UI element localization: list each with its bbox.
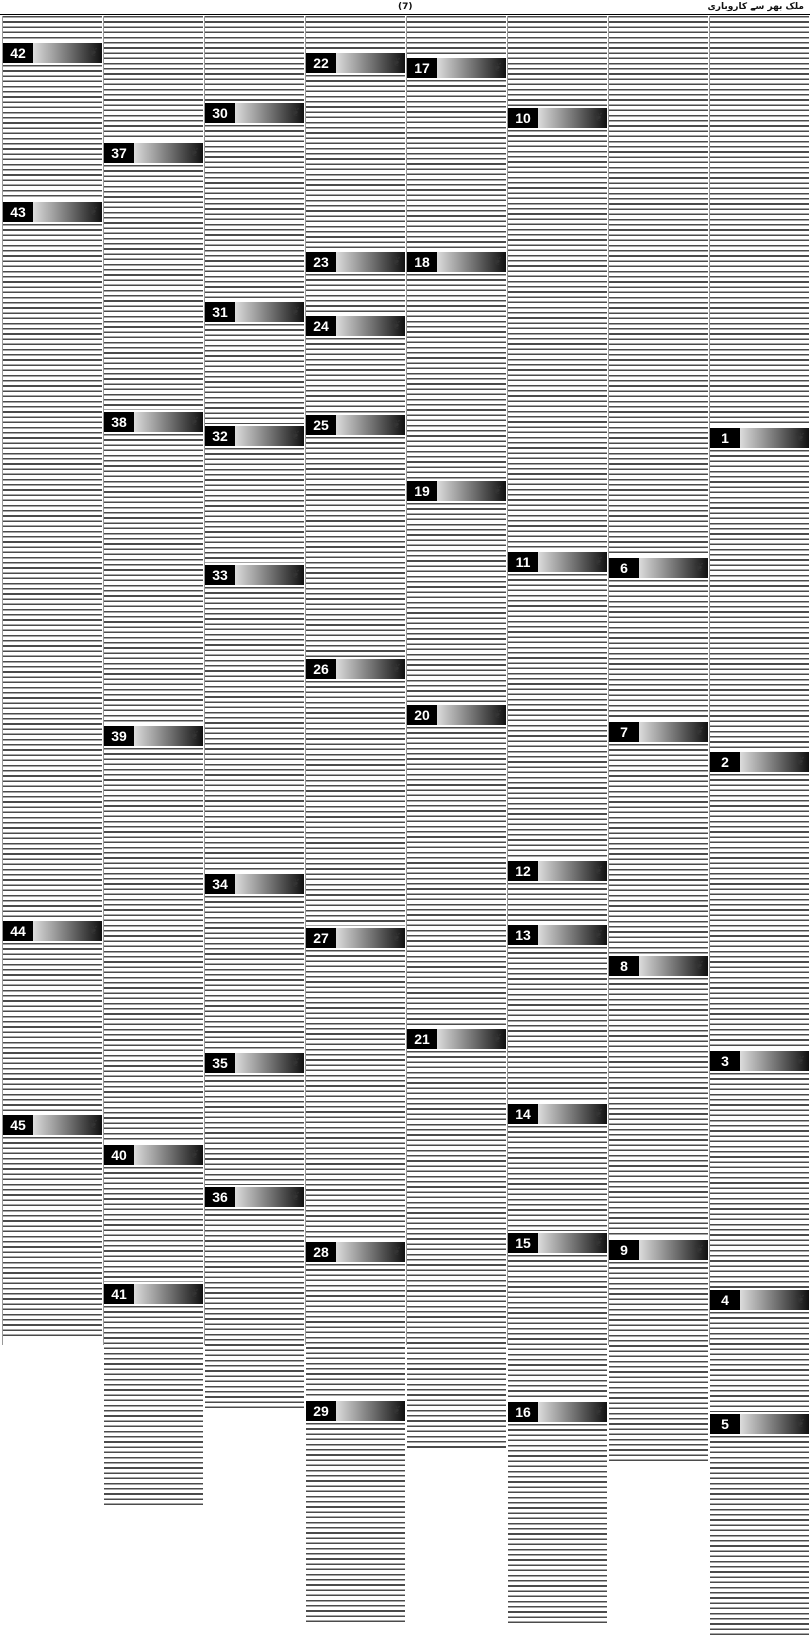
item-number-bar <box>407 481 506 501</box>
news-item <box>306 1242 405 1399</box>
leaf-icon: ❦ <box>87 1117 98 1131</box>
leaf-icon: ❦ <box>491 1031 502 1045</box>
item-number: 4 <box>710 1290 740 1310</box>
leaf-icon: ❦ <box>289 567 300 581</box>
news-item <box>508 925 607 1102</box>
leaf-icon: ❦ <box>390 661 401 675</box>
article-text <box>710 774 809 1049</box>
news-item <box>306 53 405 250</box>
article-text <box>609 580 708 720</box>
item-number-bar <box>407 1029 506 1049</box>
news-item <box>609 722 708 954</box>
leaf-icon: ❦ <box>390 254 401 268</box>
item-number: 25 <box>306 415 336 435</box>
news-item <box>3 1115 102 1337</box>
leaf-icon: ❦ <box>188 145 199 159</box>
item-number: 31 <box>205 302 235 322</box>
item-number-bar <box>205 874 304 894</box>
item-number-bar <box>306 1401 405 1421</box>
leaf-icon: ❦ <box>188 414 199 428</box>
leaf-icon: ❦ <box>289 1055 300 1069</box>
news-item <box>407 1029 506 1451</box>
leaf-icon: ❦ <box>87 45 98 59</box>
news-item <box>306 252 405 314</box>
leaf-icon: ❦ <box>390 417 401 431</box>
leaf-icon: ❦ <box>491 254 502 268</box>
news-item <box>407 58 506 250</box>
article-text <box>710 1312 809 1412</box>
article-text <box>104 434 203 724</box>
article-text <box>205 324 304 424</box>
item-number-bar <box>306 928 405 948</box>
news-item <box>104 726 203 1143</box>
article-text <box>205 587 304 872</box>
item-number-bar <box>710 1414 809 1434</box>
item-number: 43 <box>3 202 33 222</box>
item-number-bar <box>407 252 506 272</box>
article-text <box>306 16 405 51</box>
article-text <box>710 16 809 426</box>
item-number-bar <box>508 1233 607 1253</box>
leaf-icon: ❦ <box>491 707 502 721</box>
leaf-icon: ❦ <box>794 1292 805 1306</box>
item-number-bar <box>508 861 607 881</box>
news-item <box>306 928 405 1240</box>
item-number-bar <box>3 1115 102 1135</box>
leaf-icon: ❦ <box>693 724 704 738</box>
news-item <box>306 1401 405 1623</box>
item-number: 23 <box>306 252 336 272</box>
article-text <box>407 274 506 479</box>
article-text <box>104 16 203 141</box>
item-number: 9 <box>609 1240 639 1260</box>
item-number-bar <box>609 956 708 976</box>
news-item <box>306 659 405 926</box>
item-number: 45 <box>3 1115 33 1135</box>
item-number-bar <box>306 659 405 679</box>
news-item <box>508 1402 607 1624</box>
leaf-icon: ❦ <box>289 428 300 442</box>
article-text <box>104 748 203 1143</box>
leaf-icon: ❦ <box>592 1235 603 1249</box>
item-number: 26 <box>306 659 336 679</box>
page-number: (7) <box>398 2 413 12</box>
article-text <box>508 1126 607 1231</box>
item-number: 17 <box>407 58 437 78</box>
item-number: 18 <box>407 252 437 272</box>
news-item <box>104 143 203 410</box>
article-text <box>710 1073 809 1288</box>
item-number-bar <box>306 316 405 336</box>
item-number-bar <box>306 53 405 73</box>
column-3 <box>507 16 607 1420</box>
item-number-bar <box>508 108 607 128</box>
news-item <box>306 316 405 413</box>
article-text <box>306 75 405 250</box>
news-item <box>104 1284 203 1506</box>
item-number-bar <box>3 43 102 63</box>
item-number: 12 <box>508 861 538 881</box>
leaf-icon: ❦ <box>794 1053 805 1067</box>
article-text <box>205 125 304 300</box>
item-number-bar <box>609 1240 708 1260</box>
leaf-icon: ❦ <box>693 1242 704 1256</box>
news-item <box>3 43 102 200</box>
article-text <box>306 274 405 314</box>
column-1 <box>709 16 809 1432</box>
item-number-bar <box>407 705 506 725</box>
item-number: 15 <box>508 1233 538 1253</box>
article-text <box>3 943 102 1113</box>
article-text <box>407 80 506 250</box>
article-text <box>508 574 607 859</box>
item-number: 14 <box>508 1104 538 1124</box>
news-item <box>710 1414 809 1636</box>
article-text <box>407 727 506 1027</box>
leaf-icon: ❦ <box>491 60 502 74</box>
article-text <box>306 950 405 1240</box>
article-text <box>407 1051 506 1451</box>
item-number: 29 <box>306 1401 336 1421</box>
news-item <box>609 1240 708 1462</box>
item-number-bar <box>508 1402 607 1422</box>
item-number-bar <box>205 565 304 585</box>
item-number: 32 <box>205 426 235 446</box>
article-text <box>508 16 607 106</box>
item-number: 3 <box>710 1051 740 1071</box>
item-number-bar <box>104 412 203 432</box>
item-number-bar <box>710 752 809 772</box>
item-number: 34 <box>205 874 235 894</box>
leaf-icon: ❦ <box>592 927 603 941</box>
leaf-icon: ❦ <box>592 110 603 124</box>
article-text <box>609 16 708 556</box>
leaf-icon: ❦ <box>390 930 401 944</box>
article-text <box>609 1262 708 1462</box>
item-number: 40 <box>104 1145 134 1165</box>
leaf-icon: ❦ <box>592 554 603 568</box>
column-4 <box>406 16 506 1345</box>
news-item <box>710 428 809 750</box>
article-text <box>710 450 809 750</box>
news-item <box>205 302 304 424</box>
item-number: 27 <box>306 928 336 948</box>
item-number: 37 <box>104 143 134 163</box>
item-number-bar <box>104 726 203 746</box>
article-text <box>104 1306 203 1506</box>
leaf-icon: ❦ <box>794 754 805 768</box>
news-item <box>205 1187 304 1409</box>
news-item <box>508 552 607 859</box>
article-text <box>205 896 304 1051</box>
item-number-bar <box>3 921 102 941</box>
item-number-bar <box>104 1145 203 1165</box>
item-number: 7 <box>609 722 639 742</box>
news-item <box>407 705 506 1027</box>
leaf-icon: ❦ <box>491 483 502 497</box>
masthead: ملک بھر سے کاروباری <box>707 2 804 12</box>
item-number-bar <box>104 143 203 163</box>
item-number-bar <box>205 103 304 123</box>
article-text <box>508 883 607 923</box>
item-number: 41 <box>104 1284 134 1304</box>
item-number: 5 <box>710 1414 740 1434</box>
item-number-bar <box>710 1051 809 1071</box>
leaf-icon: ❦ <box>87 204 98 218</box>
article-text <box>205 1075 304 1185</box>
leaf-icon: ❦ <box>289 304 300 318</box>
item-number: 20 <box>407 705 437 725</box>
leaf-icon: ❦ <box>87 923 98 937</box>
article-text <box>104 165 203 410</box>
item-number-bar <box>3 202 102 222</box>
news-item <box>710 1051 809 1288</box>
news-item <box>205 426 304 563</box>
leaf-icon: ❦ <box>390 1403 401 1417</box>
news-item <box>609 956 708 1238</box>
news-item <box>508 108 607 550</box>
article-text <box>407 16 506 56</box>
item-number: 33 <box>205 565 235 585</box>
article-text <box>306 681 405 926</box>
item-number-bar <box>710 428 809 448</box>
item-number-bar <box>205 1053 304 1073</box>
leaf-icon: ❦ <box>188 728 199 742</box>
item-number: 2 <box>710 752 740 772</box>
item-number-bar <box>306 1242 405 1262</box>
news-item <box>306 415 405 657</box>
article-text <box>609 744 708 954</box>
news-item <box>508 1104 607 1231</box>
item-number: 36 <box>205 1187 235 1207</box>
leaf-icon: ❦ <box>592 1106 603 1120</box>
item-number-bar <box>508 552 607 572</box>
item-number-bar <box>609 558 708 578</box>
news-item <box>205 874 304 1051</box>
item-number-bar <box>306 415 405 435</box>
article-text <box>205 16 304 101</box>
item-number: 44 <box>3 921 33 941</box>
item-number: 19 <box>407 481 437 501</box>
article-text <box>3 16 102 41</box>
item-number: 42 <box>3 43 33 63</box>
news-item <box>407 252 506 479</box>
article-text <box>104 1167 203 1282</box>
news-item <box>3 202 102 919</box>
item-number: 35 <box>205 1053 235 1073</box>
news-item <box>407 481 506 703</box>
item-number: 24 <box>306 316 336 336</box>
leaf-icon: ❦ <box>289 1189 300 1203</box>
article-text <box>508 1424 607 1624</box>
item-number: 8 <box>609 956 639 976</box>
item-number: 16 <box>508 1402 538 1422</box>
article-text <box>306 437 405 657</box>
leaf-icon: ❦ <box>188 1286 199 1300</box>
news-item <box>205 1053 304 1185</box>
page-header <box>0 0 810 15</box>
news-item <box>205 565 304 872</box>
news-item <box>609 558 708 720</box>
item-number: 39 <box>104 726 134 746</box>
item-number-bar <box>407 58 506 78</box>
item-number: 22 <box>306 53 336 73</box>
item-number: 30 <box>205 103 235 123</box>
item-number-bar <box>508 1104 607 1124</box>
news-item <box>104 412 203 724</box>
item-number: 1 <box>710 428 740 448</box>
leaf-icon: ❦ <box>693 958 704 972</box>
article-text <box>407 503 506 703</box>
column-7 <box>103 16 203 1345</box>
leaf-icon: ❦ <box>289 105 300 119</box>
item-number-bar <box>205 302 304 322</box>
leaf-icon: ❦ <box>188 1147 199 1161</box>
article-text <box>609 978 708 1238</box>
article-text <box>508 1255 607 1400</box>
news-item <box>508 1233 607 1400</box>
article-text <box>306 1423 405 1623</box>
item-number: 10 <box>508 108 538 128</box>
leaf-icon: ❦ <box>794 1416 805 1430</box>
news-item <box>710 752 809 1049</box>
leaf-icon: ❦ <box>794 430 805 444</box>
item-number-bar <box>609 722 708 742</box>
article-text <box>3 65 102 200</box>
news-item <box>508 861 607 923</box>
article-text <box>306 1264 405 1399</box>
article-text <box>508 130 607 550</box>
leaf-icon: ❦ <box>693 560 704 574</box>
item-number: 11 <box>508 552 538 572</box>
item-number: 21 <box>407 1029 437 1049</box>
column-8 <box>2 16 102 1345</box>
columns-area <box>0 16 810 1432</box>
news-item <box>710 1290 809 1412</box>
column-6 <box>204 16 304 1345</box>
item-number: 28 <box>306 1242 336 1262</box>
item-number-bar <box>205 426 304 446</box>
item-number-bar <box>205 1187 304 1207</box>
leaf-icon: ❦ <box>592 863 603 877</box>
item-number: 6 <box>609 558 639 578</box>
article-text <box>205 1209 304 1409</box>
column-5 <box>305 16 405 1419</box>
article-text <box>3 1137 102 1337</box>
news-item <box>104 1145 203 1282</box>
column-2 <box>608 16 708 1345</box>
article-text <box>306 338 405 413</box>
article-text <box>508 947 607 1102</box>
item-number-bar <box>508 925 607 945</box>
news-item <box>205 103 304 300</box>
item-number-bar <box>710 1290 809 1310</box>
leaf-icon: ❦ <box>592 1404 603 1418</box>
item-number: 38 <box>104 412 134 432</box>
leaf-icon: ❦ <box>390 318 401 332</box>
item-number-bar <box>306 252 405 272</box>
leaf-icon: ❦ <box>289 876 300 890</box>
item-number: 13 <box>508 925 538 945</box>
leaf-icon: ❦ <box>390 1244 401 1258</box>
article-text <box>205 448 304 563</box>
article-text <box>3 224 102 919</box>
leaf-icon: ❦ <box>390 55 401 69</box>
item-number-bar <box>104 1284 203 1304</box>
article-text <box>710 1436 809 1636</box>
news-item <box>3 921 102 1113</box>
